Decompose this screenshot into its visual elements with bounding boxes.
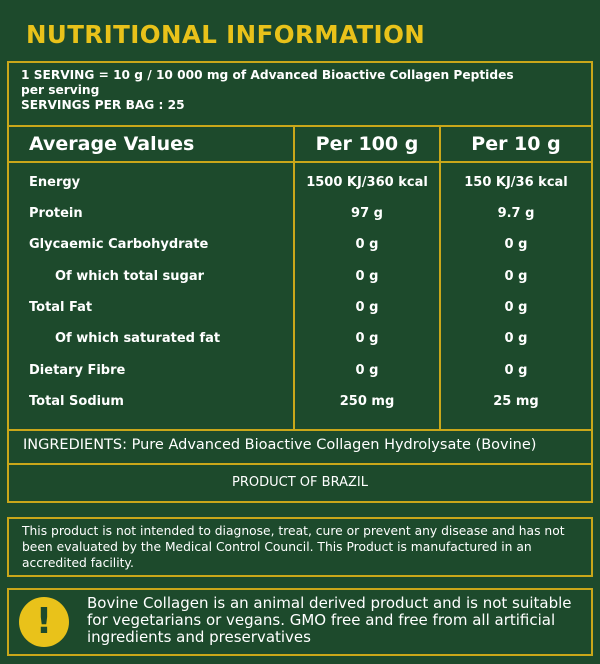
nutrient-label: Total Sodium [29,394,124,409]
header-average-values: Average Values [29,133,195,155]
serving-unit: per serving [21,83,100,97]
value-per-100g: 0 g [355,300,379,315]
nutrient-label: Dietary Fibre [29,363,126,378]
value-per-100g: 0 g [355,269,379,284]
value-per-100g: 0 g [355,363,379,378]
product-origin: PRODUCT OF BRAZIL [232,475,368,490]
table-row [9,204,591,235]
value-per-10g: 0 g [504,363,528,378]
nutrient-label: Protein [29,206,83,221]
value-per-10g: 150 KJ/36 kcal [464,175,568,190]
value-per-10g: 0 g [504,269,528,284]
nutrient-label: Energy [29,175,81,190]
header-per-100g: Per 100 g [315,133,419,155]
serving-info [21,68,583,113]
value-per-100g: 1500 KJ/360 kcal [306,175,428,190]
table-row [9,298,591,329]
value-per-10g: 0 g [504,331,528,346]
table-header [9,125,591,163]
warning-text: Bovine Collagen is an animal derived product and is not suitable for vegetarians or vegans. GMO free and free from all artificial ingredients and preservatives [87,594,572,646]
servings-per-bag: SERVINGS PER BAG : 25 [21,98,185,112]
ingredients-text: INGREDIENTS: Pure Advanced Bioactive Collagen Hydrolysate (Bovine) [23,437,537,453]
page-title: NUTRITIONAL INFORMATION [26,20,426,49]
disclaimer-text: This product is not intended to diagnose, treat, cure or prevent any disease and has not been evaluated by the Medical Control Council. This Product is manufactured in an accredited facility. [22,524,565,570]
exclamation-icon: ! [19,597,69,647]
table-row [9,235,591,266]
warning-panel [7,588,593,656]
value-per-100g: 97 g [351,206,383,221]
value-per-100g: 0 g [355,237,379,252]
nutrient-label: Total Fat [29,300,93,315]
nutrient-label: Of which total sugar [55,269,205,284]
table-row [9,173,591,204]
nutrition-panel [7,61,593,503]
value-per-100g: 0 g [355,331,379,346]
divider [9,429,591,431]
disclaimer-panel [7,517,593,577]
divider [9,463,591,465]
serving-size: 1 SERVING = 10 g / 10 000 mg of Advanced Bioactive Collagen Peptides [21,68,514,82]
nutrient-label: Of which saturated fat [55,331,221,346]
value-per-10g: 0 g [504,300,528,315]
value-per-10g: 0 g [504,237,528,252]
table-row [9,329,591,360]
value-per-10g: 9.7 g [497,206,535,221]
table-row [9,361,591,392]
value-per-10g: 25 mg [493,394,539,409]
table-row [9,392,591,423]
value-per-100g: 250 mg [339,394,395,409]
nutrient-label: Glycaemic Carbohydrate [29,237,209,252]
table-row [9,267,591,298]
header-per-10g: Per 10 g [471,133,561,155]
